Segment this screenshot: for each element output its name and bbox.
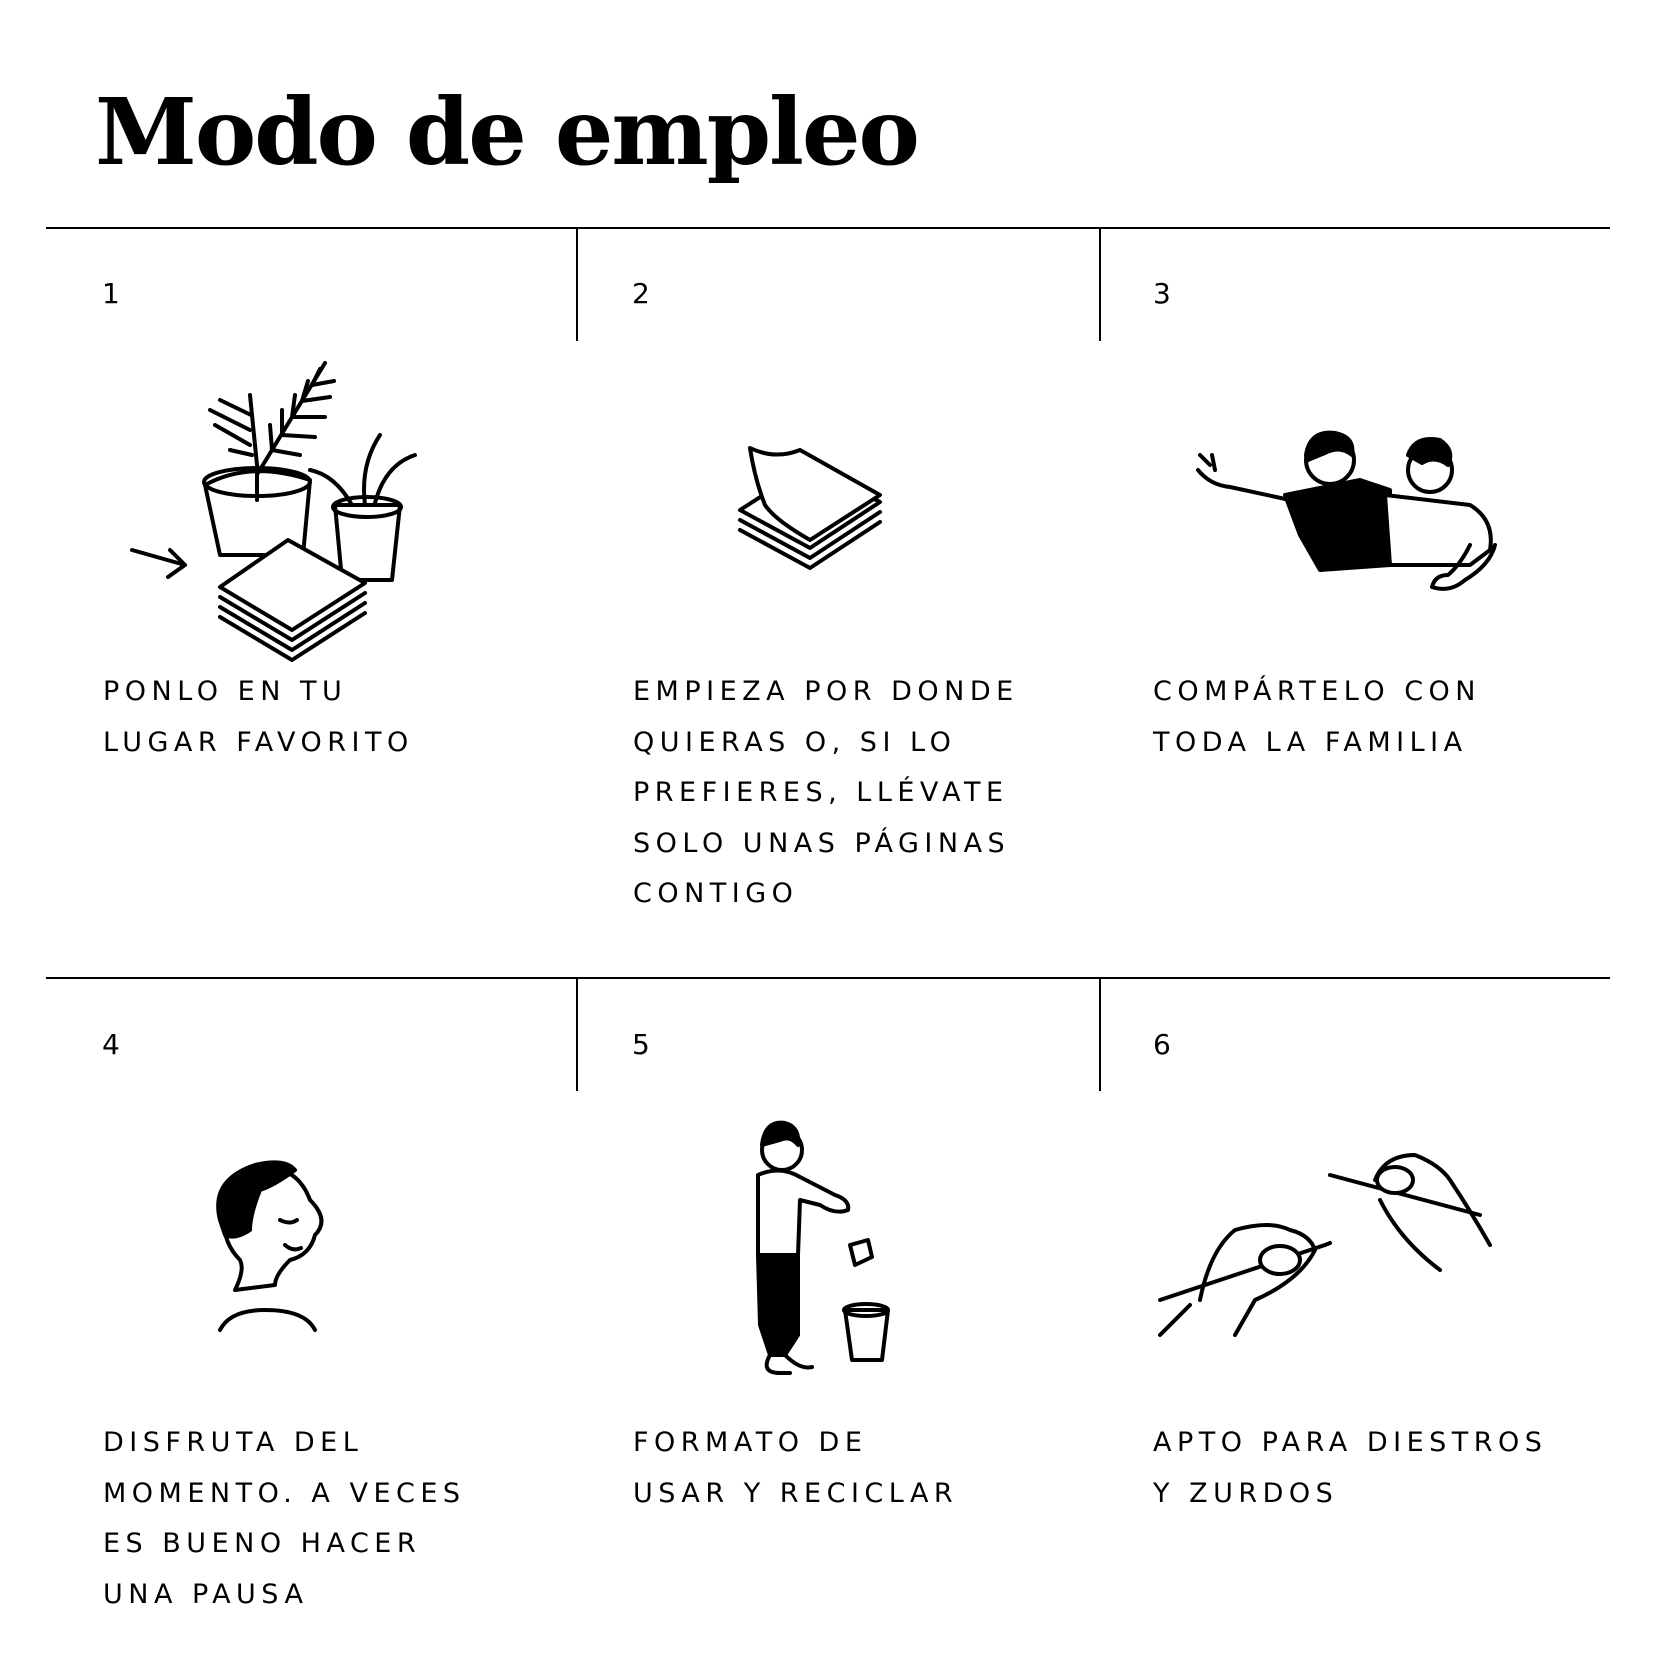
caption-line: USAR Y RECICLAR — [633, 1477, 959, 1509]
caption-line: DISFRUTA DEL — [103, 1427, 364, 1458]
caption-line: LUGAR FAVORITO — [103, 726, 414, 758]
step-caption — [633, 1418, 1103, 1519]
two-people-icon — [1190, 425, 1520, 615]
caption-line: Y ZURDOS — [1153, 1477, 1339, 1509]
caption-line: FORMATO DE — [633, 1427, 868, 1458]
caption-line: COMPÁRTELO CON — [1153, 676, 1481, 707]
caption-line: TODA LA FAMILIA — [1153, 726, 1468, 758]
caption-line: PREFIERES, LLÉVATE — [633, 777, 1009, 808]
step-number: 2 — [632, 277, 650, 310]
caption-line: SOLO UNAS PÁGINAS — [633, 827, 1011, 859]
paper-stack-icon — [730, 440, 890, 580]
caption-line: QUIERAS O, SI LO — [633, 726, 957, 758]
step-number: 4 — [102, 1028, 120, 1061]
step-caption — [103, 667, 573, 768]
caption-line: EMPIEZA POR DONDE — [633, 676, 1019, 707]
column-divider — [576, 228, 578, 341]
caption-line: APTO PARA DIESTROS — [1153, 1427, 1548, 1458]
step-caption — [633, 667, 1103, 920]
top-divider — [46, 227, 1610, 229]
column-divider — [576, 978, 578, 1091]
caption-line: MOMENTO. A VECES — [103, 1477, 466, 1509]
plants-and-pad-icon — [120, 355, 440, 655]
caption-line: CONTIGO — [633, 878, 799, 909]
page-title: Modo de empleo — [95, 78, 918, 186]
column-divider — [1099, 978, 1101, 1091]
step-number: 1 — [102, 277, 120, 310]
step-caption — [1153, 1418, 1623, 1519]
column-divider — [1099, 228, 1101, 341]
step-number: 3 — [1153, 277, 1171, 310]
step-number: 5 — [632, 1028, 650, 1061]
middle-divider — [46, 977, 1610, 979]
hands-writing-icon — [1150, 1150, 1500, 1350]
relaxed-face-icon — [205, 1160, 355, 1340]
step-caption — [103, 1418, 573, 1620]
caption-line: UNA PAUSA — [103, 1578, 309, 1610]
caption-line: PONLO EN TU — [103, 676, 348, 707]
step-caption — [1153, 667, 1623, 768]
caption-line: ES BUENO HACER — [103, 1528, 422, 1559]
step-number: 6 — [1153, 1028, 1171, 1061]
person-recycling-icon — [740, 1115, 900, 1385]
